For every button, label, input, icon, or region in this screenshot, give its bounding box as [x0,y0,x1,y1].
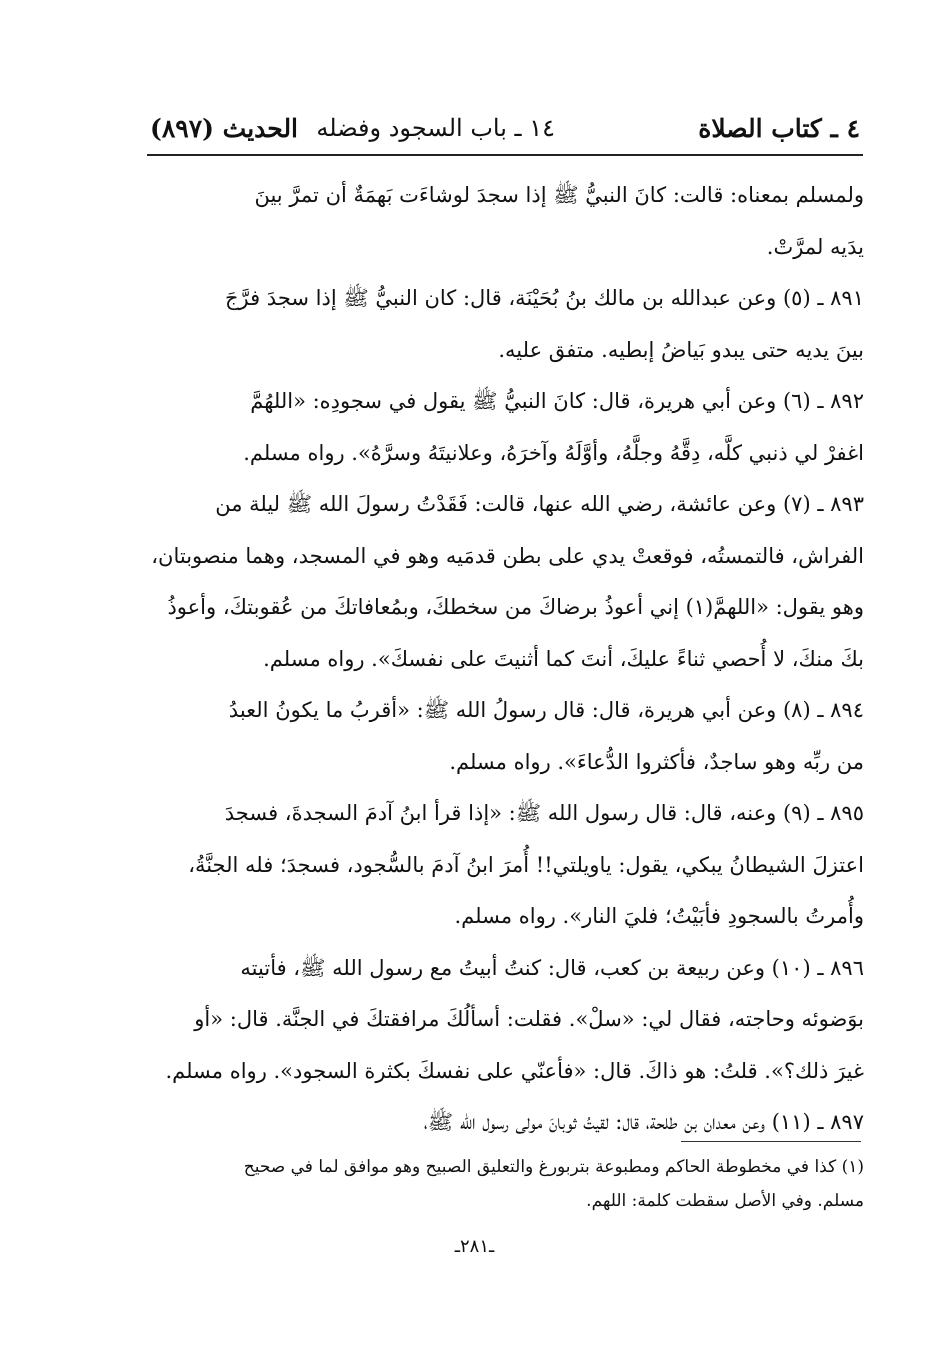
text-line: وأُمرتُ بالسجودِ فأبَيْتُ؛ فليَ النار». رواه مسلم. [454,904,864,928]
header-divider [147,154,863,156]
text-line: ٨٩٣ ـ (٧) وعن عائشة، رضي الله عنها، قالت: فَقَدْتُ رسولَ الله ﷺ ليلة من [215,492,864,516]
footnote-divider [681,1141,861,1142]
text-line: بكَ منكَ، لا أُحصي ثناءً عليكَ، أنتَ كما أثنيتَ على نفسكَ». رواه مسلم. [263,646,864,671]
text-line: اغفرْ لي ذنبي كلَّه، دِقَّهُ وجلَّهُ، وأوَّلَهُ وآخرَهُ، وعلانيتَهُ وسرَّهُ». رواه مسلم. [243,440,864,465]
text-line: ٨٩٢ ـ (٦) وعن أبي هريرة، قال: كانَ النبيُّ ﷺ يقول في سجودِه: «اللهُمَّ [250,389,864,413]
page-number: ـ٢٨١ـ [454,1236,495,1257]
text-line: ٨٩٤ ـ (٨) وعن أبي هريرة، قال: قال رسولُ الله ﷺ: «أقربُ ما يكونُ العبدُ [228,698,864,722]
hadith-range: الحديث (٨٩٧) [150,114,299,143]
text-line: الفراش، فالتمستُه، فوقعتْ يدي على بطن قدمَيه وهو في المسجد، وهما منصوبتان، [151,543,864,568]
chapter-title: ٤ ـ كتاب الصلاة [698,114,860,143]
text-line: وهو يقول: «اللهمَّ(١) إني أعوذُ برضاكَ من سخطكَ، وبمُعافاتكَ من عُقوبتكَ، وأعوذُ [167,595,864,619]
text-line: غيرَ ذلك؟». قلتُ: هو ذاكَ. قال: «فأعنّي على نفسكَ بكثرة السجود». رواه مسلم. [165,1058,864,1083]
text-line: يدَيه لمرَّتْ. [766,234,864,259]
text-line: ٨٩٦ ـ (١٠) وعن ربيعة بن كعب، قال: كنتُ أبيتُ مع رسول الله ﷺ، فأتيته [240,955,864,980]
footnotes [148,1150,864,1218]
text-line: اعتزلَ الشيطانُ يبكي، يقول: ياويلتي!! أُمرَ ابنُ آدمَ بالسُّجود، فسجدَ؛ فله الجنَّةُ، [188,852,864,877]
text-line: بينَ يديه حتى يبدو بَياضُ إبطيه. متفق عليه. [498,337,864,362]
running-header [150,108,860,152]
footnote-line: (١) كذا في مخطوطة الحاكم ومطبوعة بتربورغ والتعليق الصبيح وهو موافق لما في صحيح [243,1157,864,1177]
text-line: من ربِّه وهو ساجدٌ، فأكثروا الدُّعاءَ». رواه مسلم. [449,749,864,774]
section-title: ١٤ ـ باب السجود وفضله [316,114,555,142]
text-line: ولمسلم بمعناه: قالت: كانَ النبيُّ ﷺ إذا سجدَ لوشاءَت بَهمَةٌ أن تمرَّ بينَ [254,183,864,207]
text-line: ٨٩١ ـ (٥) وعن عبدالله بن مالك بنُ بُحَيْنَة، قال: كان النبيُّ ﷺ إذا سجدَ فرَّجَ [224,286,864,310]
text-line: ٨٩٧ ـ (١١) وعن معدان بن طلحة، قال: لقيتُ ثوبانَ مولى رسول الله ﷺ، [423,1110,864,1134]
main-text [148,170,864,1149]
text-line: بوَضوئه وحاجته، فقال لي: «سلْ». فقلت: أسألُكَ مرافقتكَ في الجنَّة. قال: «أو [194,1007,864,1031]
footnote-line: مسلم. وفي الأصل سقطت كلمة: اللهم. [586,1191,864,1211]
text-line: ٨٩٥ ـ (٩) وعنه، قال: قال رسول الله ﷺ: «إذا قرأ ابنُ آدمَ السجدةَ، فسجدَ [224,801,864,825]
